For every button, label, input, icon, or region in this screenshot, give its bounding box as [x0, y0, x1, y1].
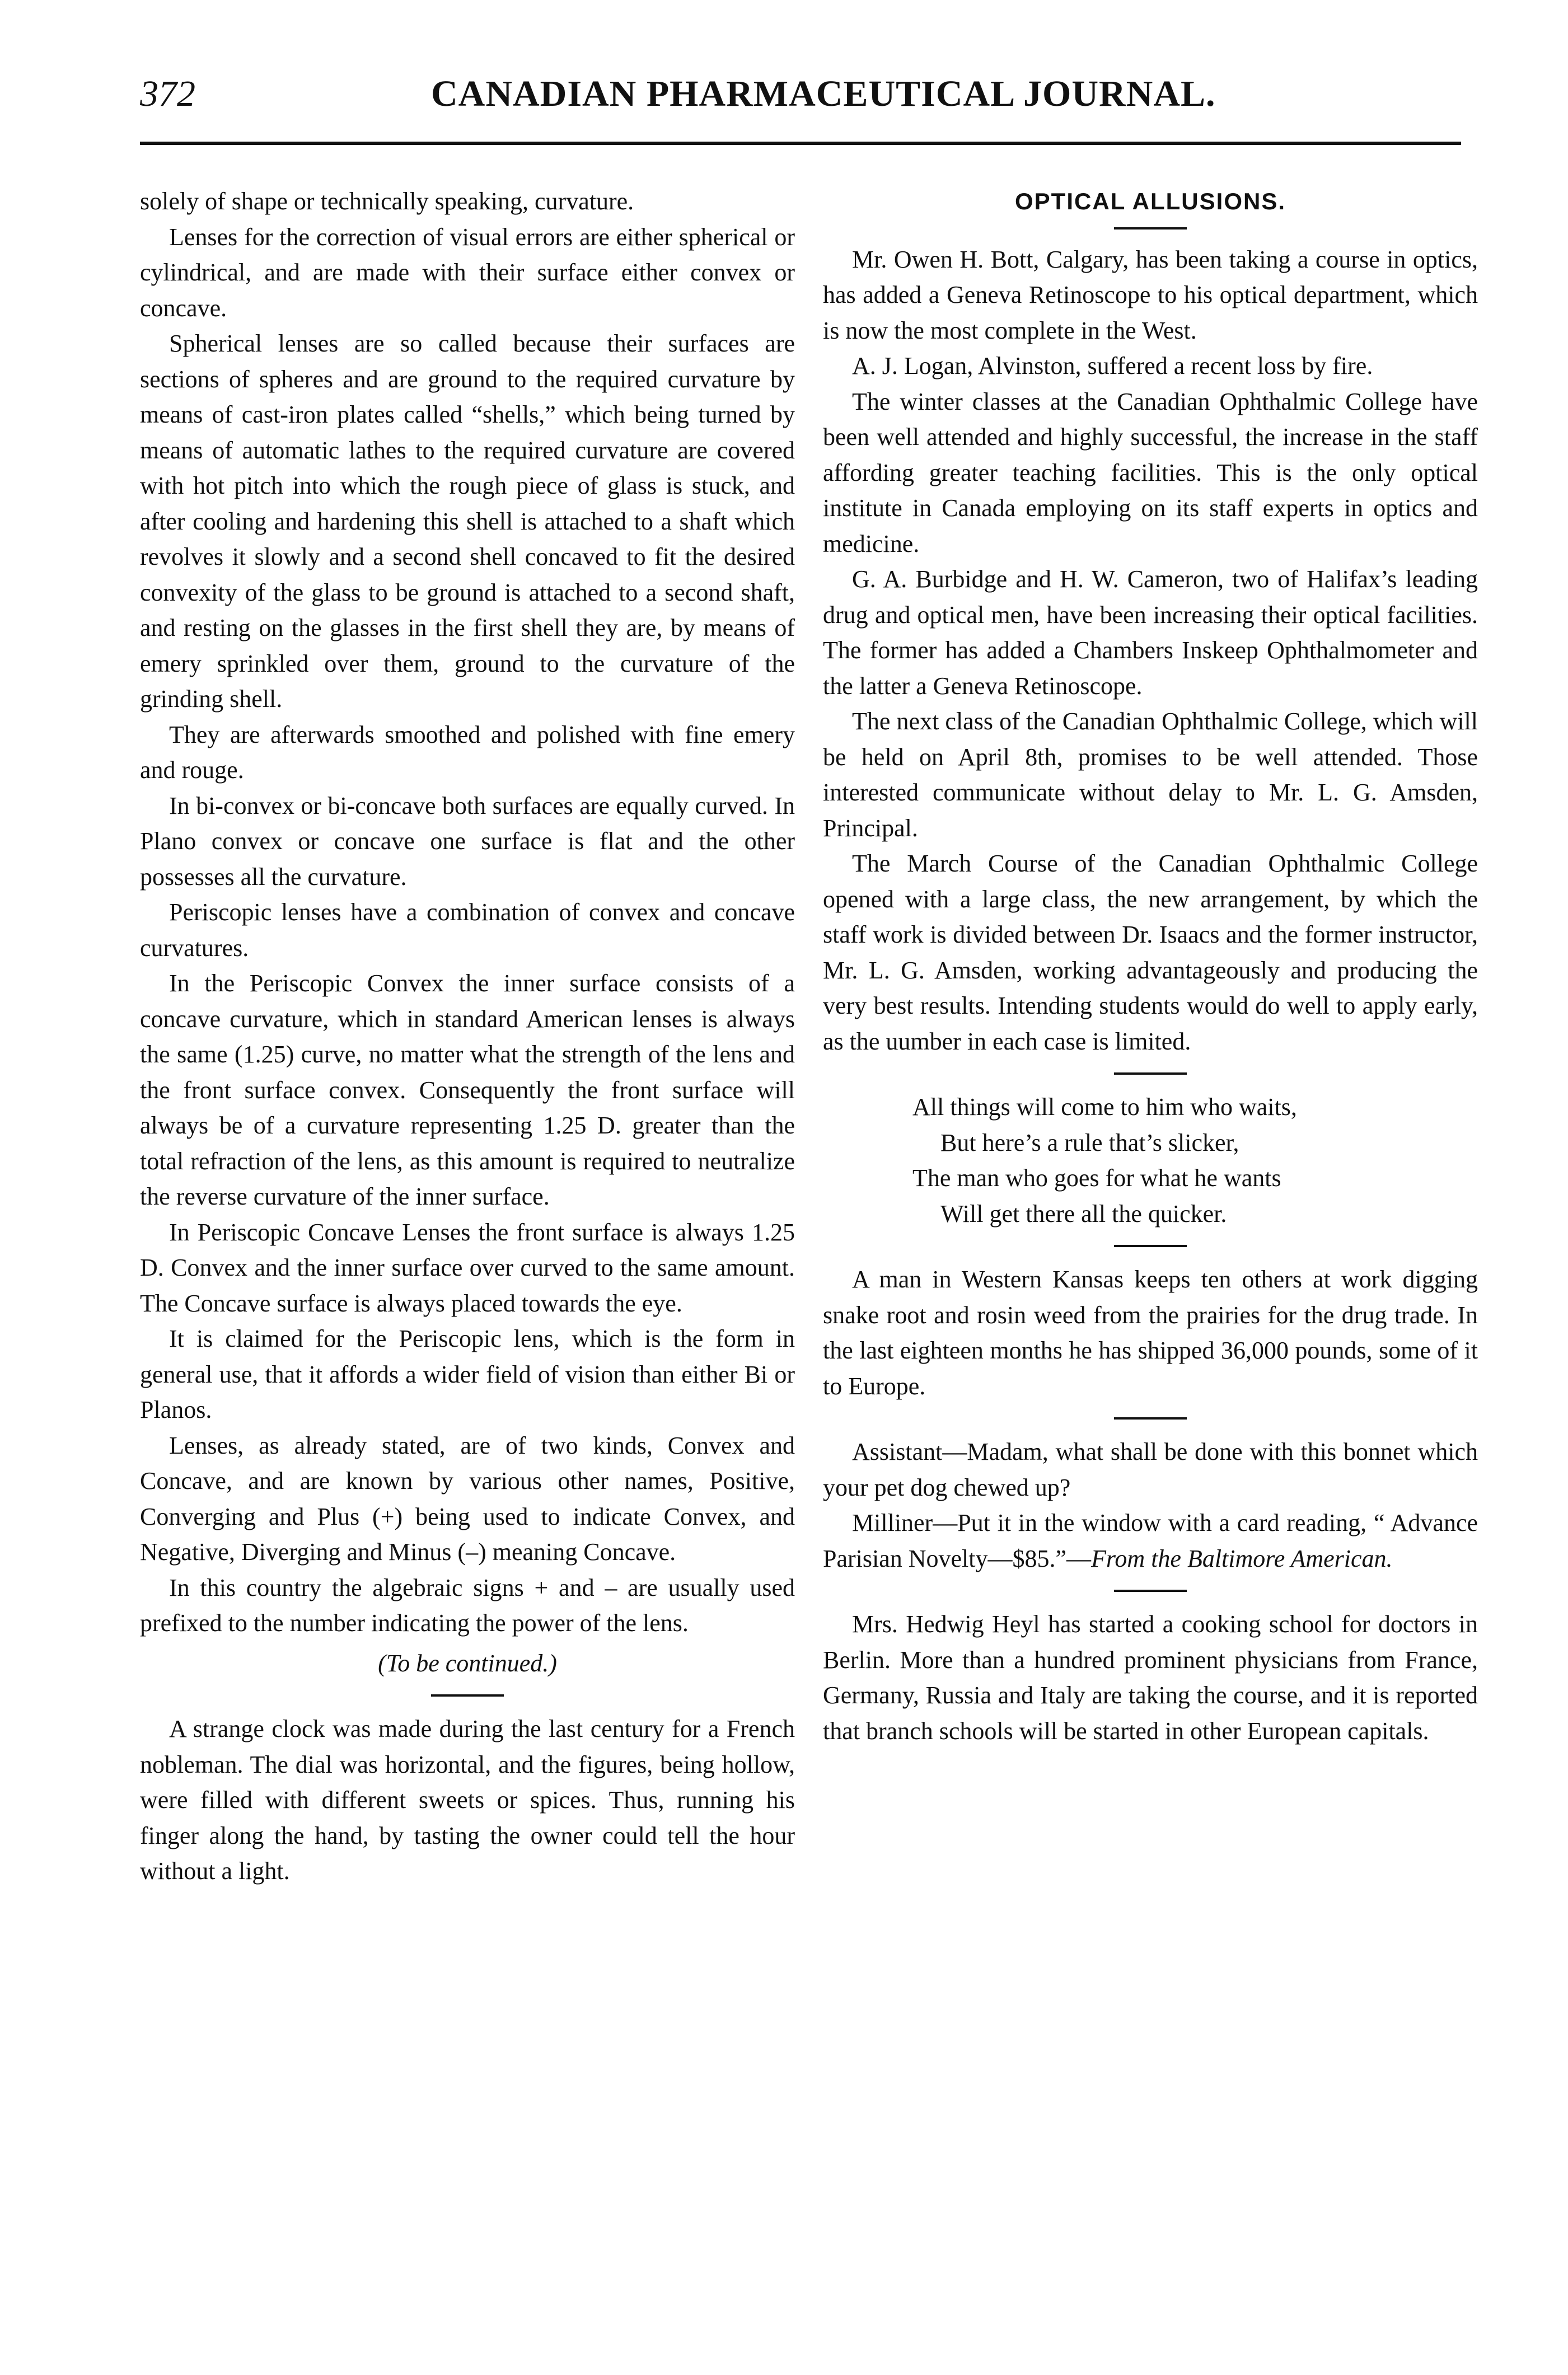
paragraph: solely of shape or technically speaking, curvature.: [140, 188, 634, 215]
paragraph: In bi-convex or bi-concave both surfaces are equally curved. In Plano convex or concave one surface is flat and the other possesses all the curvature.: [140, 791, 795, 891]
paragraph: Spherical lenses are so called because their surfaces are sections of spheres and are ground to the required curvature by means of cast-iron plates called “shells,” which being turned by means of automatic lathes to the required curvature are covered with hot pitch into which the rough piece of glass is stuck, and after cooling and hardening this shell is attached to a shaft which revolves it slowly and a second shell concaved to fit the desired convexity of the glass to be ground is attached to a second shaft, and resting on the glasses in the first shell they are, by means of emery sprinkled over them, ground to the curvature of the grinding shell.: [140, 330, 795, 713]
allusion-item: Mr. Owen H. Bott, Calgary, has been taking a course in optics, has added a Geneva Retinoscope to his optical department, which is now the most complete in the West.: [823, 245, 1478, 344]
page-header: [140, 67, 1461, 134]
allusion-item: The March Course of the Canadian Ophthalmic College opened with a large class, the new arrangement, by which the staff work is divided between Dr. Isaacs and the former instructor, Mr. L. G. Amsden, working advantageously and producing the very best results. Intending students would do well to apply early, as the uumber in each case is limited.: [823, 850, 1478, 1055]
to-be-continued: (To be continued.): [378, 1649, 557, 1677]
allusion-item: A. J. Logan, Alvinston, suffered a recent loss by fire.: [852, 352, 1373, 380]
divider: [431, 1694, 504, 1697]
poem-line: But here’s a rule that’s slicker,: [940, 1128, 1239, 1156]
paragraph: In Periscopic Concave Lenses the front surface is always 1.25 D. Convex and the inner surface over curved to the same amount. The Concave surface is always placed towards the eye.: [140, 1218, 795, 1317]
header-rule: [140, 142, 1461, 145]
poem: [912, 1089, 1478, 1231]
page-number: 372: [140, 73, 195, 114]
clock-story: A strange clock was made during the last century for a French nobleman. The dial was horizontal, and the figures, being hollow, were filled with different sweets or spices. Thus, running his finger along the hand, by tasting the owner could tell the hour without a light.: [140, 1715, 795, 1885]
divider: [1114, 227, 1187, 229]
dialogue-assistant: Assistant—Madam, what shall be done with this bonnet which your pet dog chewed up?: [823, 1438, 1478, 1501]
divider: [1114, 1245, 1187, 1247]
dialogue: [823, 1434, 1478, 1576]
section-title: OPTICAL ALLUSIONS.: [1014, 188, 1286, 214]
paragraph: It is claimed for the Periscopic lens, which is the form in general use, that it affords a wider field of vision than either Bi or Planos.: [140, 1325, 795, 1423]
divider: [1114, 1417, 1187, 1420]
paragraph: Periscopic lenses have a combination of convex and concave curvatures.: [140, 898, 795, 962]
dialogue-milliner: [823, 1505, 1478, 1576]
paragraph: Lenses, as already stated, are of two kinds, Convex and Concave, and are known by various other names, Positive, Converging and Plus (+) being used to indicate Convex, and Negative, Diverging and Minus (–) meaning Concave.: [140, 1431, 795, 1566]
divider: [1114, 1590, 1187, 1592]
paragraph: In this country the algebraic signs + and – are usually used prefixed to the number indicating the power of the lens.: [140, 1573, 795, 1637]
allusion-item: G. A. Burbidge and H. W. Cameron, two of Halifax’s leading drug and optical men, have been increasing their optical facilities. The former has added a Chambers Inskeep Ophthalmometer and the latter a Geneva Retinoscope.: [823, 565, 1478, 700]
paragraph: They are afterwards smoothed and polished with fine emery and rouge.: [140, 720, 795, 784]
milliner-text: Milliner—Put it in the window with a card reading, “ Advance Parisian Novelty—$85.”—: [823, 1509, 1478, 1572]
allusion-item: The winter classes at the Canadian Ophthalmic College have been well attended and highly successful, the increase in the staff affording greater teaching facilities. This is the only optical institute in Canada employing on its staff experts in optics and medicine.: [823, 387, 1478, 558]
kansas-item: A man in Western Kansas keeps ten others at work digging snake root and rosin weed from the prairies for the drug trade. In the last eighteen months he has shipped 36,000 pounds, some of it to Europe.: [823, 1266, 1478, 1400]
paragraph: In the Periscopic Convex the inner surface consists of a concave curvature, which in standard American lenses is always the same (1.25) curve, no matter what the strength of the lens and the front surface convex. Consequently the front surface will always be of a curvature representing 1.25 D. greater than the total refraction of the lens, as this amount is required to neutralize the reverse curvature of the inner surface.: [140, 969, 795, 1210]
divider: [1114, 1072, 1187, 1075]
poem-line: All things will come to him who waits,: [912, 1093, 1297, 1121]
journal-title: CANADIAN PHARMACEUTICAL JOURNAL.: [431, 73, 1216, 114]
right-column: [823, 184, 1478, 1749]
allusion-item: The next class of the Canadian Ophthalmic College, which will be held on April 8th, promises to be well attended. Those interested communicate without delay to Mr. L. G. Amsden, Principal.: [823, 708, 1478, 842]
poem-line: The man who goes for what he wants: [912, 1164, 1281, 1192]
poem-line: Will get there all the quicker.: [940, 1200, 1227, 1228]
cooking-school-item: Mrs. Hedwig Heyl has started a cooking school for doctors in Berlin. More than a hundred prominent physicians from France, Germany, Russia and Italy are taking the course, and it is reported that branch schools will be started in other European capitals.: [823, 1610, 1478, 1745]
paragraph: Lenses for the correction of visual errors are either spherical or cylindrical, and are made with their surface either convex or concave.: [140, 223, 795, 322]
left-column: [140, 184, 795, 1889]
dialogue-source: From the Baltimore American.: [1091, 1544, 1393, 1572]
